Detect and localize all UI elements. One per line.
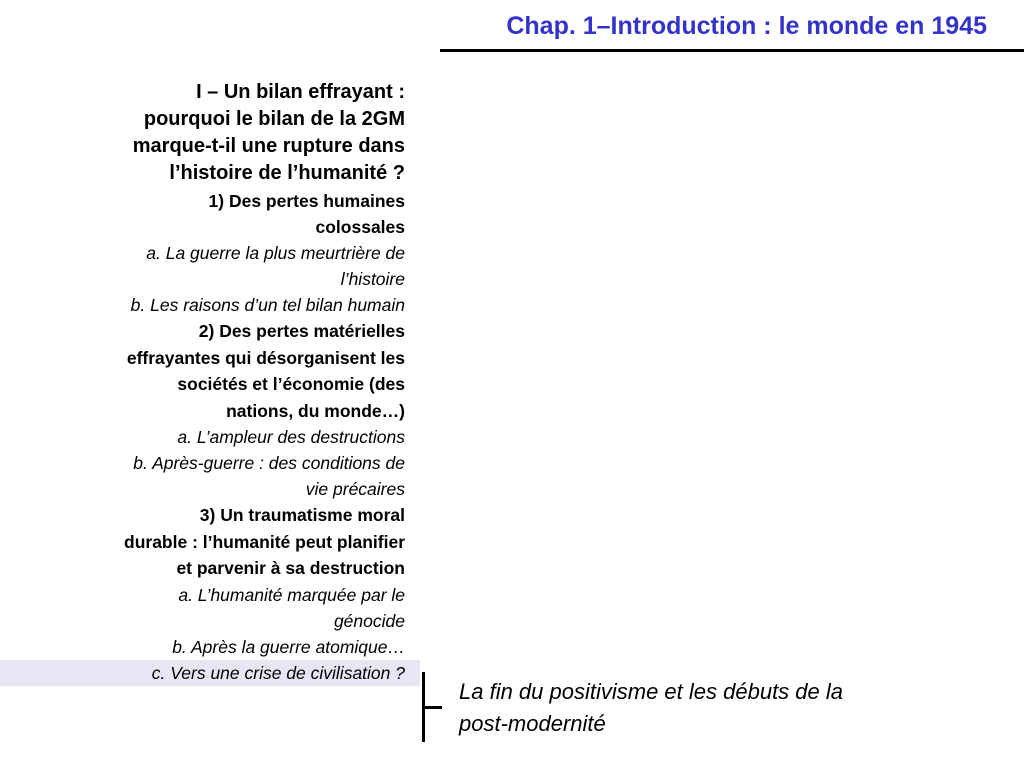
- item-line: b. Les raisons d’un tel bilan humain: [130, 295, 405, 315]
- section-3-item-a: [0, 582, 405, 634]
- section-2-title: [0, 318, 405, 424]
- part-title-line: l’histoire de l’humanité ?: [169, 162, 405, 184]
- bracket-horizontal-tick: [422, 706, 442, 709]
- section-2-item-b: [0, 450, 405, 502]
- slide-title: Chap. 1–Introduction : le monde en 1945: [506, 12, 987, 40]
- item-line: b. Après la guerre atomique…: [172, 636, 405, 657]
- outline: [0, 79, 405, 686]
- part-title: [0, 79, 405, 187]
- section-title-line: 2) Des pertes matérielles: [198, 321, 405, 341]
- section-2-item-a: [0, 424, 405, 450]
- section-3-item-b: [0, 634, 405, 660]
- section-title-line: 3) Un traumatisme moral: [199, 505, 405, 525]
- item-line: génocide: [333, 610, 405, 631]
- connector-bracket: [414, 672, 442, 742]
- conclusion-text: [459, 676, 999, 740]
- item-line: a. L’humanité marquée par le: [178, 584, 405, 605]
- section-title-line: colossales: [315, 217, 405, 237]
- section-1-item-a: [0, 240, 405, 292]
- conclusion-line: post-modernité: [459, 711, 606, 736]
- section-title-line: nations, du monde…): [226, 400, 405, 421]
- section-title-line: effrayantes qui désorganisent les: [126, 347, 405, 368]
- section-title-line: sociétés et l’économie (des: [177, 374, 405, 394]
- item-line: a. La guerre la plus meurtrière de: [146, 243, 405, 263]
- section-title-line: durable : l’humanité peut planifier: [124, 531, 405, 552]
- conclusion-line: La fin du positivisme et les débuts de la: [459, 679, 844, 704]
- section-3-title: [0, 502, 405, 582]
- item-line: c. Vers une crise de civilisation ?: [151, 662, 405, 683]
- item-line: l’histoire: [340, 269, 405, 289]
- item-line: vie précaires: [305, 479, 405, 499]
- section-1-item-b: [0, 292, 405, 318]
- title-underline: [440, 49, 1024, 52]
- section-3-item-c-highlighted: [0, 660, 420, 686]
- part-title-line: pourquoi le bilan de la 2GM: [143, 108, 405, 130]
- item-line: b. Après-guerre : des conditions de: [133, 453, 405, 473]
- part-title-line: I – Un bilan effrayant :: [196, 81, 405, 103]
- section-title-line: 1) Des pertes humaines: [208, 191, 405, 211]
- item-line: a. L’ampleur des destructions: [177, 427, 405, 447]
- section-title-line: et parvenir à sa destruction: [176, 558, 405, 578]
- part-title-line: marque-t-il une rupture dans: [132, 135, 405, 157]
- section-1-title: [0, 188, 405, 240]
